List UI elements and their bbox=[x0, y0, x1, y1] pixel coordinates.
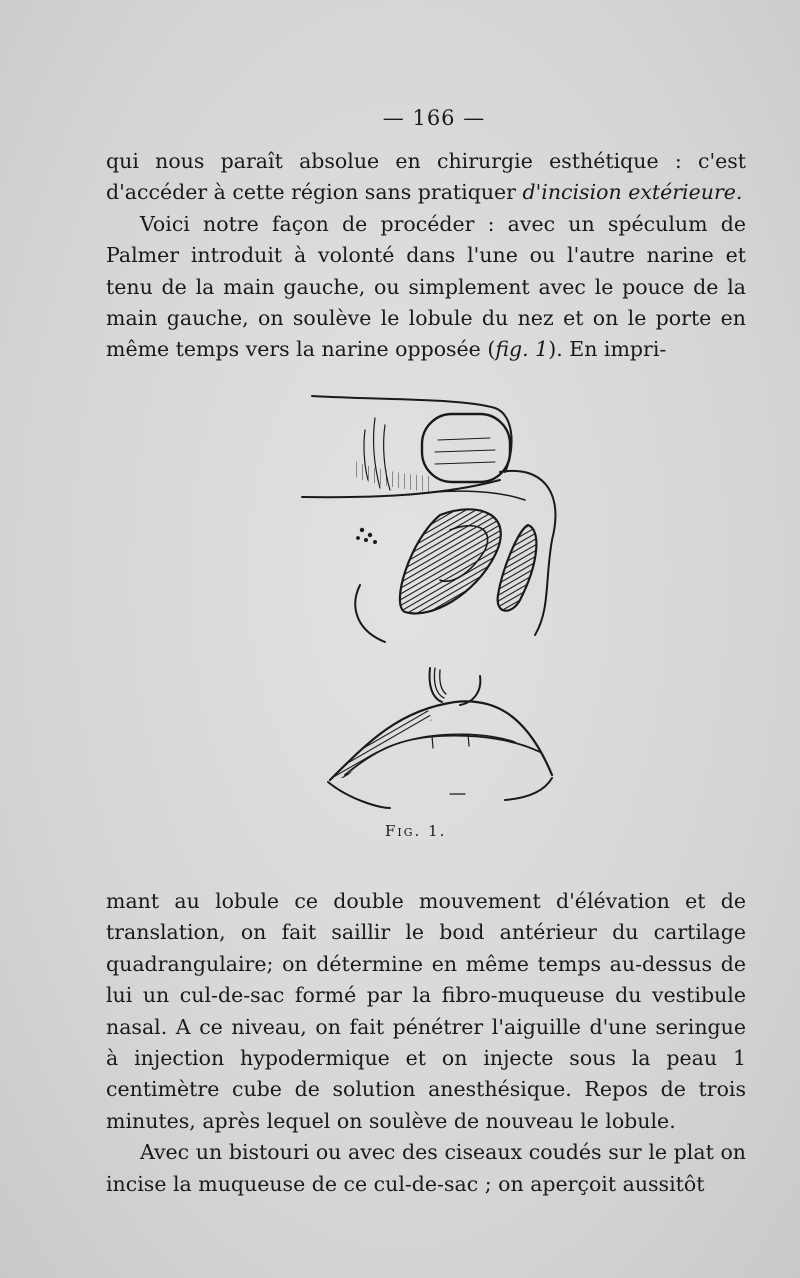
nose-illustration-drawing bbox=[290, 380, 580, 810]
text-run: mant au lobule ce double mouvement d'élévation et de translation, on fait saillir le boıd antérieur du cartilage quadrangulaire; on détermine en même temps au-dessus de lui un cul-de-sac formé par la fibro-muqueuse du vestibule nasal. A ce niveau, on fait pénétrer l'aiguille d'une seringue à injection hypodermique et on injecte sous la peau 1 centimètre cube de solution anesthésique. Repos de trois minutes, après lequel on soulève de nouveau le lobule. bbox=[106, 889, 746, 1133]
paragraph bbox=[106, 1137, 746, 1200]
figure-reference: fig. 1 bbox=[495, 337, 549, 362]
text-run: Voici notre façon de procéder : avec un spéculum de Palmer introduit à volonté dans l'une ou l'autre narine et tenu de la main gauche, ou simplement avec le pouce de la main gauche, on soulève le lobule du nez et on le porte en même temps vers la narine opposée ( bbox=[106, 211, 746, 362]
text-run: Avec un bistouri ou avec des ciseaux coudés sur le plat on incise la muqueuse de ce cul-de-sac ; on aperçoit aussitôt bbox=[106, 1140, 746, 1196]
nose-lip-illustration bbox=[290, 380, 580, 810]
text-run: ). En impri- bbox=[548, 337, 667, 362]
paragraph bbox=[106, 886, 746, 1137]
bottom-text-block bbox=[106, 886, 746, 1200]
paragraph bbox=[106, 146, 746, 209]
top-text-block bbox=[106, 146, 746, 366]
figure-caption: Fig. 1. bbox=[385, 822, 447, 840]
paragraph bbox=[106, 209, 746, 366]
page-number: — 166 — bbox=[382, 106, 486, 130]
text-run: qui nous paraît absolue en chirurgie esthétique : c'est d'accéder à cette région sans pratiquer bbox=[106, 149, 746, 205]
italic-text-run: d'incision extérieure. bbox=[522, 180, 743, 205]
